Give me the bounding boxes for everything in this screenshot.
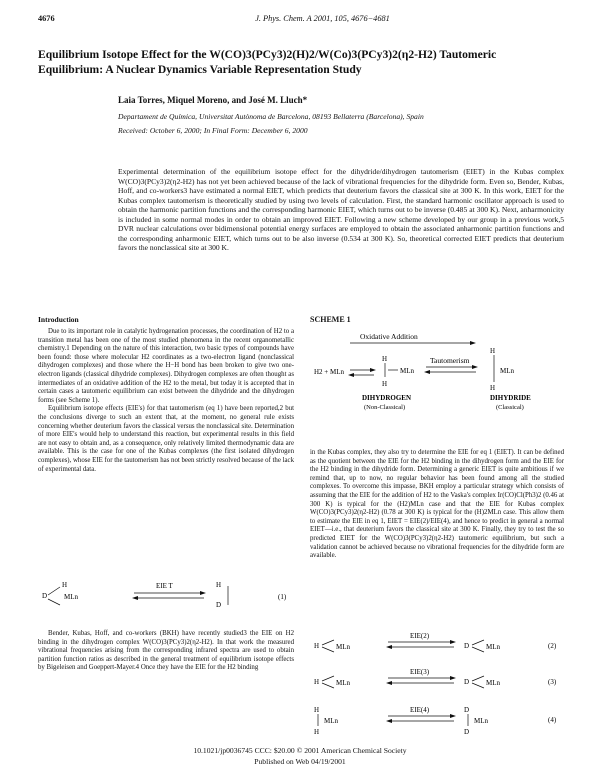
article-affiliation: Departament de Química, Universitat Autònoma de Barcelona, 08193 Bellaterra (Barcelona), Spain (118, 112, 424, 121)
article-title: Equilibrium Isotope Effect for the W(CO)3(PCy3)2(H)2/W(Co)3(PCy3)2(η2-H2) Tautomeric Equilibrium: A Nuclear Dynamics Variable Representation Study (38, 48, 497, 76)
equation-3 (314, 668, 557, 688)
equation-2 (314, 632, 557, 652)
intro-text-continued (38, 630, 294, 673)
footer-published: Published on Web 04/19/2001 (254, 757, 346, 766)
journal-header: J. Phys. Chem. A 2001, 105, 4676−4681 (255, 14, 390, 23)
intro-paragraph-2: Equilibrium isotope effects (EIE's) for that tautomerism (eq 1) have been reported,2 but the conclusions diverge to such an extent that, at the moment, no general rule exists concerning whether deuterium favors the classical versus the nonclassical site. Determination of more EIE's would help to understand this reaction, but experimental results in this field are not easy to obtain and, as a consequence, only relatively limited thermodynamic data are available. This is the case for one of the Kubas complexes (the first isolated dihydrogen complexes), whose EIE for the tautomerism has not been strictly resolved because of the lack of experimental data. (38, 405, 294, 473)
eq1-left-d: D (42, 592, 48, 600)
scheme-dihydride-sublabel: (Classical) (496, 404, 524, 411)
intro-text (38, 328, 294, 474)
eq2-number: (2) (548, 642, 557, 650)
eq4-mln-right: MLn (474, 717, 488, 725)
right-column-paragraph: in the Kubas complex, they also try to determine the EIE for eq 1 (EIET). It can be defined as the quotient between the EIE for the H2 binding in the dihydrogen form and the EIE for the H2 binding in the dihydride form. Determining a generic EIET is quite ambitious if we remind that, up to now, no regular behavior has been found among all the studied complexes. To overcome this impasse, BKH employ a particular strategy which consists of assuming that the EIE for the addition of H2 to the Vaska's complex Ir(CO)Cl(Ph3)2 (0.46 at 300 K) is typical for the (H2)MLn case and that the EIE for Kubas complex W(CO)3(PCy3)2(η2-H2) (0.78 at 300 K) is typical for the (H)2MLn case. This allow them to estimate the EIE in eq 1, EIET = EIE(2)/EIE(4), and hence to predict in general a normal EIET—i.e., that deuterium favors the classical site at 300 K. Finally, they try to test the so predicted EIET for the W(CO)3(PCy3)2(η2-H2) tautomeric equilibrium, but such a validation cannot be achieved because no vibrational frequencies for the dihydride form are available. (310, 449, 564, 560)
right-column-text (310, 449, 564, 561)
scheme-reactants: H2 + MLn (314, 368, 345, 376)
eq3-mln: MLn (336, 679, 350, 687)
eq2-arrow-label: EIE(2) (410, 632, 430, 640)
scheme-dihydrogen-h-bottom: H (382, 380, 388, 388)
section-heading-introduction: Introduction (38, 315, 79, 324)
scheme-oxidative-addition-label: Oxidative Addition (360, 332, 418, 341)
eq2-mln: MLn (336, 643, 350, 651)
eq1-arrow-label: EIE T (156, 582, 173, 590)
footer-doi: 10.1021/jp0036745 CCC: $20.00 © 2001 American Chemical Society (193, 746, 407, 755)
scheme-dihydrogen-sublabel: (Non-Classical) (364, 404, 406, 411)
equation-4 (314, 706, 557, 736)
eq4-d-bottom: D (464, 728, 470, 736)
equations-2-4 (310, 628, 564, 736)
eq4-h-top: H (314, 706, 320, 714)
intro-paragraph-3: Bender, Kubas, Hoff, and co-workers (BKH) have recently studied3 the EIE on H2 binding in the dihydrogen complex W(CO)3(PCy3)2(η2-H2). In that work the measured vibrational frequencies arising from the corresponding infrared spectra are used to obtain partition function ratios as described in the general treatment of equilibrium isotope effects by Bigeleisen and Goeppert-Mayer.4 Once they have the EIE for the H2 binding (38, 630, 294, 672)
received-dates: Received: October 6, 2000; In Final Form: December 6, 2000 (118, 126, 308, 135)
eq2-d: D (464, 642, 470, 650)
scheme-dihydrogen-mln: MLn (400, 367, 414, 375)
scheme-dihydrogen-h-top: H (382, 355, 388, 363)
eq3-arrow-label: EIE(3) (410, 668, 430, 676)
eq2-mln-right: MLn (486, 643, 500, 651)
scheme-1-heading: SCHEME 1 (310, 315, 351, 324)
scheme-dihydride-label: DIHYDRIDE (490, 394, 531, 402)
eq1-left-h: H (62, 581, 68, 589)
page-number: 4676 (38, 14, 55, 23)
eq4-number: (4) (548, 716, 557, 724)
eq3-h: H (314, 678, 320, 686)
eq4-arrow-label: EIE(4) (410, 706, 430, 714)
equation-1 (38, 573, 294, 617)
eq4-mln: MLn (324, 717, 338, 725)
eq1-left-mln: MLn (64, 593, 78, 601)
eq2-h: H (314, 642, 320, 650)
eq3-d: D (464, 678, 470, 686)
intro-paragraph-1: Due to its important role in catalytic hydrogenation processes, the coordination of H2 to a transition metal has been one of the most studied phenomena in the recent organometallic chemistry.1 Depending on the nature of this interaction, two basic types of compounds have been found: those where molecular H2 coordinates as a two-electron ligand (nonclassical dihydrogen complexes) and those where the H−H bond has been broken to give two one-electron ligands (classical dihydride complexes). Dihydrogen complexes are often thought as intermediates of an oxidative addition of the H2 to the metal, but today it is accepted that in certain cases a tautomeric equilibrium can exist between the dihydride and the dihydrogen forms (see Scheme 1). (38, 328, 294, 404)
eq1-right-d: D (216, 601, 222, 609)
scheme-dihydride-h-top: H (490, 347, 496, 355)
scheme-tautomerism-label: Tautomerism (430, 356, 470, 365)
eq1-number: (1) (278, 593, 287, 601)
scheme-dihydride-mln: MLn (500, 367, 514, 375)
eq4-h-bottom: H (314, 728, 320, 736)
eq1-right-h: H (216, 581, 222, 589)
article-authors: Laia Torres, Miquel Moreno, and José M. Lluch* (118, 95, 308, 105)
eq4-d-top: D (464, 706, 470, 714)
scheme-1-diagram (310, 330, 564, 438)
abstract: Experimental determination of the equilibrium isotope effect for the dihydride/dihydrogen tautomerism (EIET) in the Kubas complex W(CO)3(PCy3)2(η2-H2) has not yet been achieved because of the lack of vibrational frequencies for the dihydride form. Even so, Bender, Kubas, Hoff, and co-workers3 have estimated a normal EIET, which predicts that deuterium favors the classical site at 300 K. In this work, EIET for the Kubas complex tautomerism is theoretically studied by using two levels of calculation. First, the standard harmonic oscillator approach is used to obtain the harmonic partition functions and the corresponding harmonic EIET, which turns out to be inverse (0.485 at 300 K). Next, anharmonicity is included in some normal modes in order to obtain an improved EIET. Following a new scheme developed by our group in a previous work,5 DVR nuclear calculations over bidimensional potential energy surfaces are employed to obtain the associated anharmonic partition functions and the corresponding anharmonic EIET, which turns out to be also inverse (0.534 at 300 K). So, theoretical corrected EIET predicts that deuterium favors the nonclassical site at 300 K. (118, 167, 564, 253)
eq3-number: (3) (548, 678, 557, 686)
scheme-dihydride-h-bottom: H (490, 384, 496, 392)
eq3-mln-right: MLn (486, 679, 500, 687)
scheme-dihydrogen-label: DIHYDROGEN (362, 394, 412, 402)
